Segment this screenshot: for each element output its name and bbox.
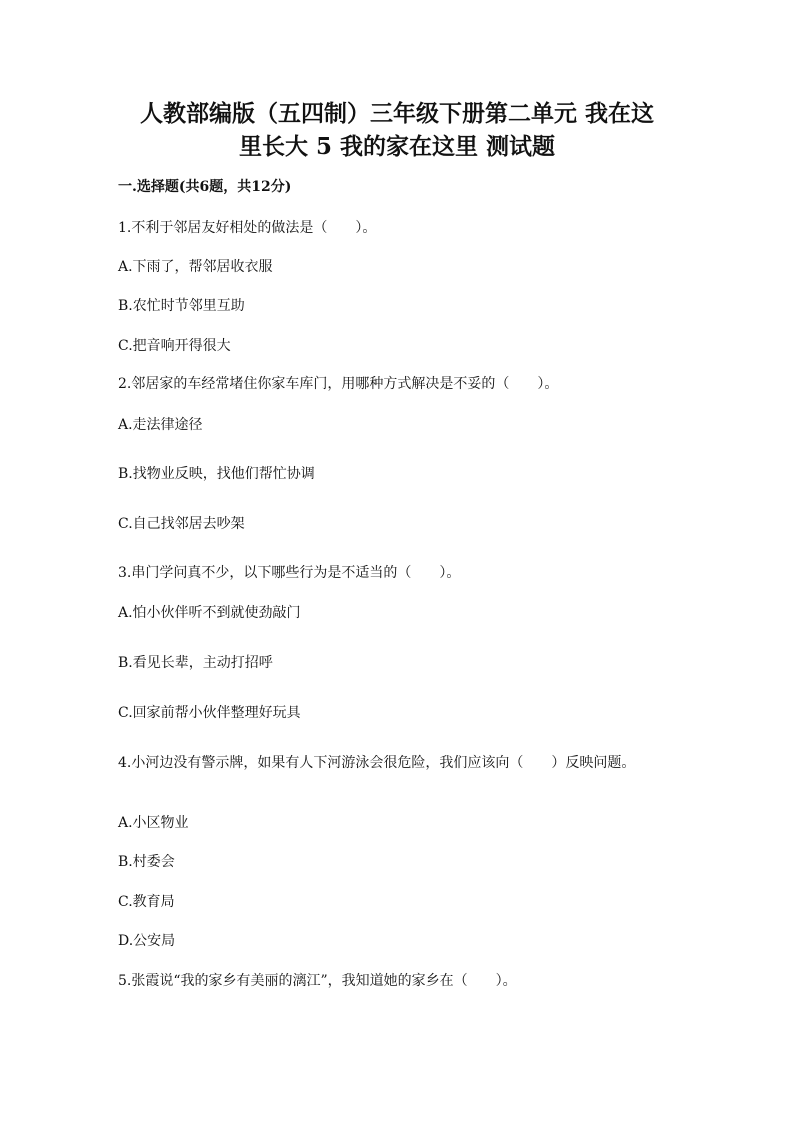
question-3-option-b: B.看见长辈，主动打招呼 [118,655,273,671]
question-2-option-a: A.走法律途径 [118,417,203,433]
question-2-option-c: C.自己找邻居去吵架 [118,516,245,532]
question-5-stem: 5.张霞说“我的家乡有美丽的漓江”，我知道她的家乡在（ ）。 [118,973,517,989]
question-3-option-c: C.回家前帮小伙伴整理好玩具 [118,705,301,721]
question-4-option-b: B.村委会 [118,854,175,870]
question-1-stem: 1.不利于邻居友好相处的做法是（ ）。 [118,220,377,236]
question-2-option-b: B.找物业反映，找他们帮忙协调 [118,466,315,482]
question-1-option-c: C.把音响开得很大 [118,338,231,354]
document-title-line-1: 人教部编版（五四制）三年级下册第二单元 我在这 [139,100,654,127]
question-4-option-a: A.小区物业 [118,815,189,831]
section-heading: 一.选择题(共6题，共12分) [118,179,292,195]
question-1-option-b: B.农忙时节邻里互助 [118,298,245,314]
question-1-option-a: A.下雨了，帮邻居收衣服 [118,259,273,275]
question-4-option-d: D.公安局 [118,933,176,949]
question-3-option-a: A.怕小伙伴听不到就使劲敲门 [118,605,301,621]
question-4-stem: 4.小河边没有警示牌，如果有人下河游泳会很危险，我们应该向（ ）反映问题。 [118,755,636,771]
document-title-line-2: 里长大 5 我的家在这里 测试题 [238,133,556,160]
question-3-stem: 3.串门学问真不少，以下哪些行为是不适当的（ ）。 [118,565,461,581]
question-2-stem: 2.邻居家的车经常堵住你家车库门，用哪种方式解决是不妥的（ ）。 [118,376,559,392]
question-4-option-c: C.教育局 [118,894,175,910]
